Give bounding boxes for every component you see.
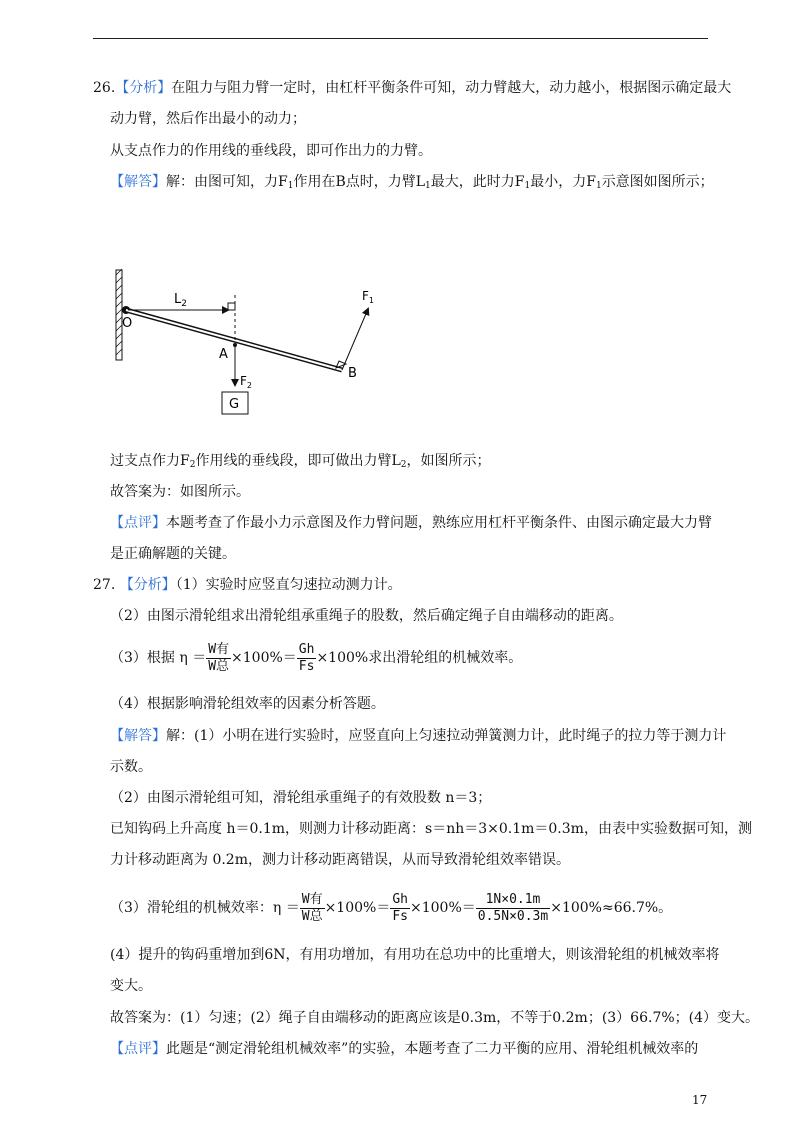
q27-answer-line1b: 示数。 [110,759,152,775]
q27-answer-line3b: 力计移动距离为 0.2m，测力计移动距离错误，从而导致滑轮组效率错误。 [110,852,570,868]
q26-comment-line2: 是正确解题的关键。 [110,546,236,562]
efficiency-fraction-2: $\frac{\text{W有}}{\text{W总}}$ [301,891,323,924]
analysis-tag: 【分析】 [119,577,176,593]
numeric-fraction: $\frac{1N\times 0.1m}{0.5N\times 0.3m}$ [477,891,549,924]
q26-comment-line1: 【点评】本题考查了作最小力示意图及作力臂问题，熟练应用杠杆平衡条件、由图示确定最大力臂 [110,515,712,531]
label-L2: $L_2$ [174,292,187,309]
header-rule [93,38,708,39]
gh-fs-fraction-2: $\frac{Gh}{Fs}$ [392,891,408,924]
comment-tag: 【点评】 [110,1041,166,1057]
q26-analysis-line1: 26.【分析】在阻力与阻力臂一定时，由杠杆平衡条件可知，动力臂越大，动力越小，根据图示确定最大 [93,80,732,96]
label-A: A [219,347,228,362]
comment-tag: 【点评】 [110,515,166,531]
q27-analysis-line1: 27. 【分析】（1）实验时应竖直匀速拉动测力计。 [93,577,402,593]
q26-analysis-line3: 从支点作力的作用线的垂线段，即可作出力的力臂。 [110,143,432,159]
q27-answer-line3: 已知钩码上升高度 h＝0.1m，则测力计移动距离：s＝nh＝3×0.1m＝0.3m，由表中实验数据可知，测 [110,821,752,837]
q27-answer-line2: （2）由图示滑轮组可知，滑轮组承重绳子的有效股数 n＝3； [110,790,492,806]
q26-analysis-line2: 动力臂，然后作出最小的动力； [110,111,306,127]
lever-diagram [110,265,374,420]
q27-answer-line4: （3）滑轮组的机械效率：η ＝ $\frac{\text{W有}}{\text{W总}}$ ×100%＝ $\frac{Gh}{Fs}$ ×100%＝ $\frac{1N\times 0.1m}{0.5N\times 0.3m}$ ×100%≈66.7%。 [110,891,673,924]
q27-analysis-line3: （3）根据 η ＝ $\frac{\text{W有}}{\text{W总}}$ ×100%＝ $\frac{Gh}{Fs}$ ×100%求出滑轮组的机械效率。 [110,641,523,674]
q26-answer-line: 【解答】解：由图可知，力$F_1$作用在B点时，力臂$L_1$最大，此时力$F_1$最小，力$F_1$示意图如图所示； [110,174,714,191]
q27-answer-line5: (4）提升的钩码重增加到6N，有用功增加，有用功在总功中的比重增大，则该滑轮组的机械效率将 [110,947,720,963]
q27-analysis-line2: （2）由图示滑轮组求出滑轮组承重绳子的股数，然后确定绳子自由端移动的距离。 [110,608,623,624]
analysis-tag: 【分析】 [115,80,172,96]
label-B: B [348,366,357,381]
q27-answer-line5b: 变大。 [110,978,152,994]
label-F1: $F_1$ [362,289,374,305]
label-F2: $F_2$ [240,374,252,390]
q26-after-line: 过支点作力$F_2$作用线的垂线段，即可做出力臂$L_2$，如图所示； [110,453,491,470]
page-number: 17 [692,1093,708,1107]
answer-tag: 【解答】 [110,728,166,744]
answer-tag: 【解答】 [110,174,166,190]
f1-arrow [342,309,368,370]
q27-analysis-line4: （4）根据影响滑轮组效率的因素分析答题。 [110,696,385,712]
efficiency-formula-fraction: $\frac{\text{W有}}{\text{W总}}$ [208,641,230,674]
label-G: G [229,397,240,412]
label-O: O [122,316,133,331]
gh-fs-fraction: $\frac{Gh}{Fs}$ [298,641,315,674]
q27-comment-line1: 【点评】此题是“测定滑轮组机械效率”的实验，本题考查了二力平衡的应用、滑轮组机械效率的 [110,1041,699,1057]
q26-conclusion: 故答案为：如图所示。 [110,484,250,500]
q27-conclusion: 故答案为：(1）匀速；(2）绳子自由端移动的距离应该是0.3m，不等于0.2m；(3）66.7%；(4）变大。 [110,1010,760,1026]
q27-answer-line1: 【解答】解：(1）小明在进行实验时，应竖直向上匀速拉动弹簧测力计，此时绳子的拉力等于测力计 [110,728,727,744]
